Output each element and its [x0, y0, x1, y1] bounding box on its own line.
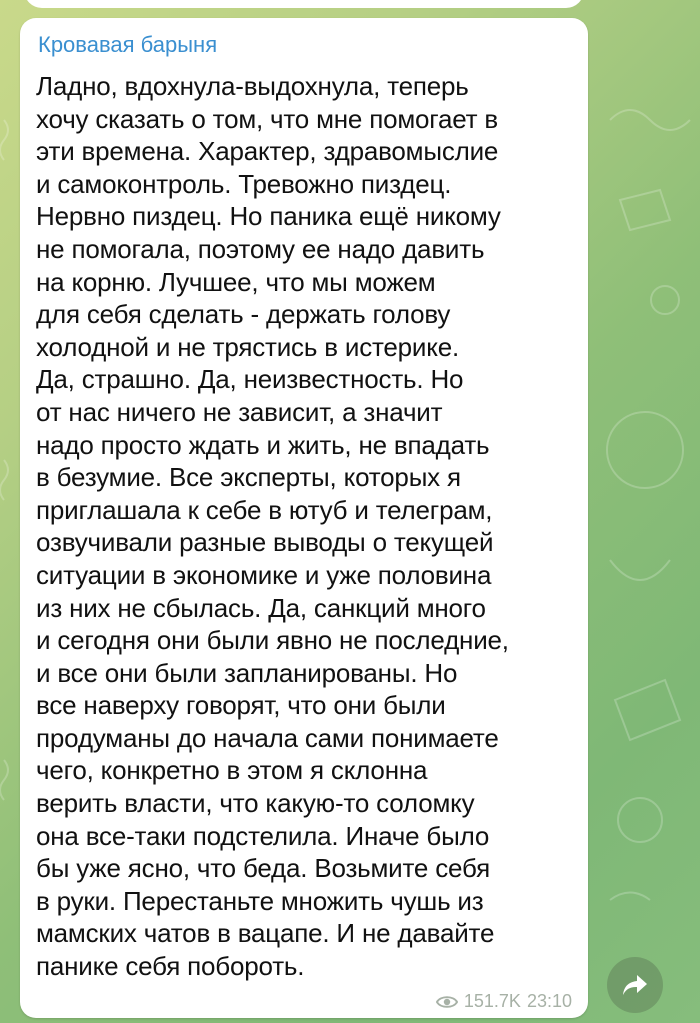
eye-icon: [436, 994, 458, 1010]
forward-button[interactable]: [607, 957, 663, 1013]
message-text: Ладно, вдохнула-выдохнула, теперь хочу сказать о том, что мне помогает в эти времена. Характер, здравомыслие и самоконтроль. Тревожно пиздец. Нервно пиздец. Но паника ещё никому не помогала, поэтому ее надо давить на корню. Лучшее, что мы можем для себя сделать - держать голову холодной и не трястись в истерике. Да, страшно. Да, неизвестность. Но от нас ничего не зависит, а значит надо просто ждать и жить, не впадать в безумие. Все эксперты, которых я приглашала к себе в ютуб и телеграм, озвучивали разные выводы о текущей ситуации в экономике и уже половина из них не сбылась. Да, санкций много и сегодня они были явно не последние, и все они были запланированы. Но все наверху говорят, что они были продуманы до начала сами понимаете чего, конкретно в этом я склонна верить власти, что какую-то соломку она все-таки подстелила. Иначе было бы уже ясно, что беда. Возьмите себя в руки. Перестаньте множить чушь из мамских чатов в вацапе. И не давайте панике себя побороть.: [36, 71, 509, 982]
previous-message-bubble-edge: [24, 0, 584, 8]
views-count: 151.7K: [463, 991, 521, 1011]
message-bubble[interactable]: [20, 18, 588, 1018]
message-meta: [436, 991, 572, 1012]
forward-arrow-icon: [621, 973, 649, 997]
message-time: 23:10: [526, 991, 572, 1011]
sender-name[interactable]: Кровавая барыня: [38, 32, 218, 57]
